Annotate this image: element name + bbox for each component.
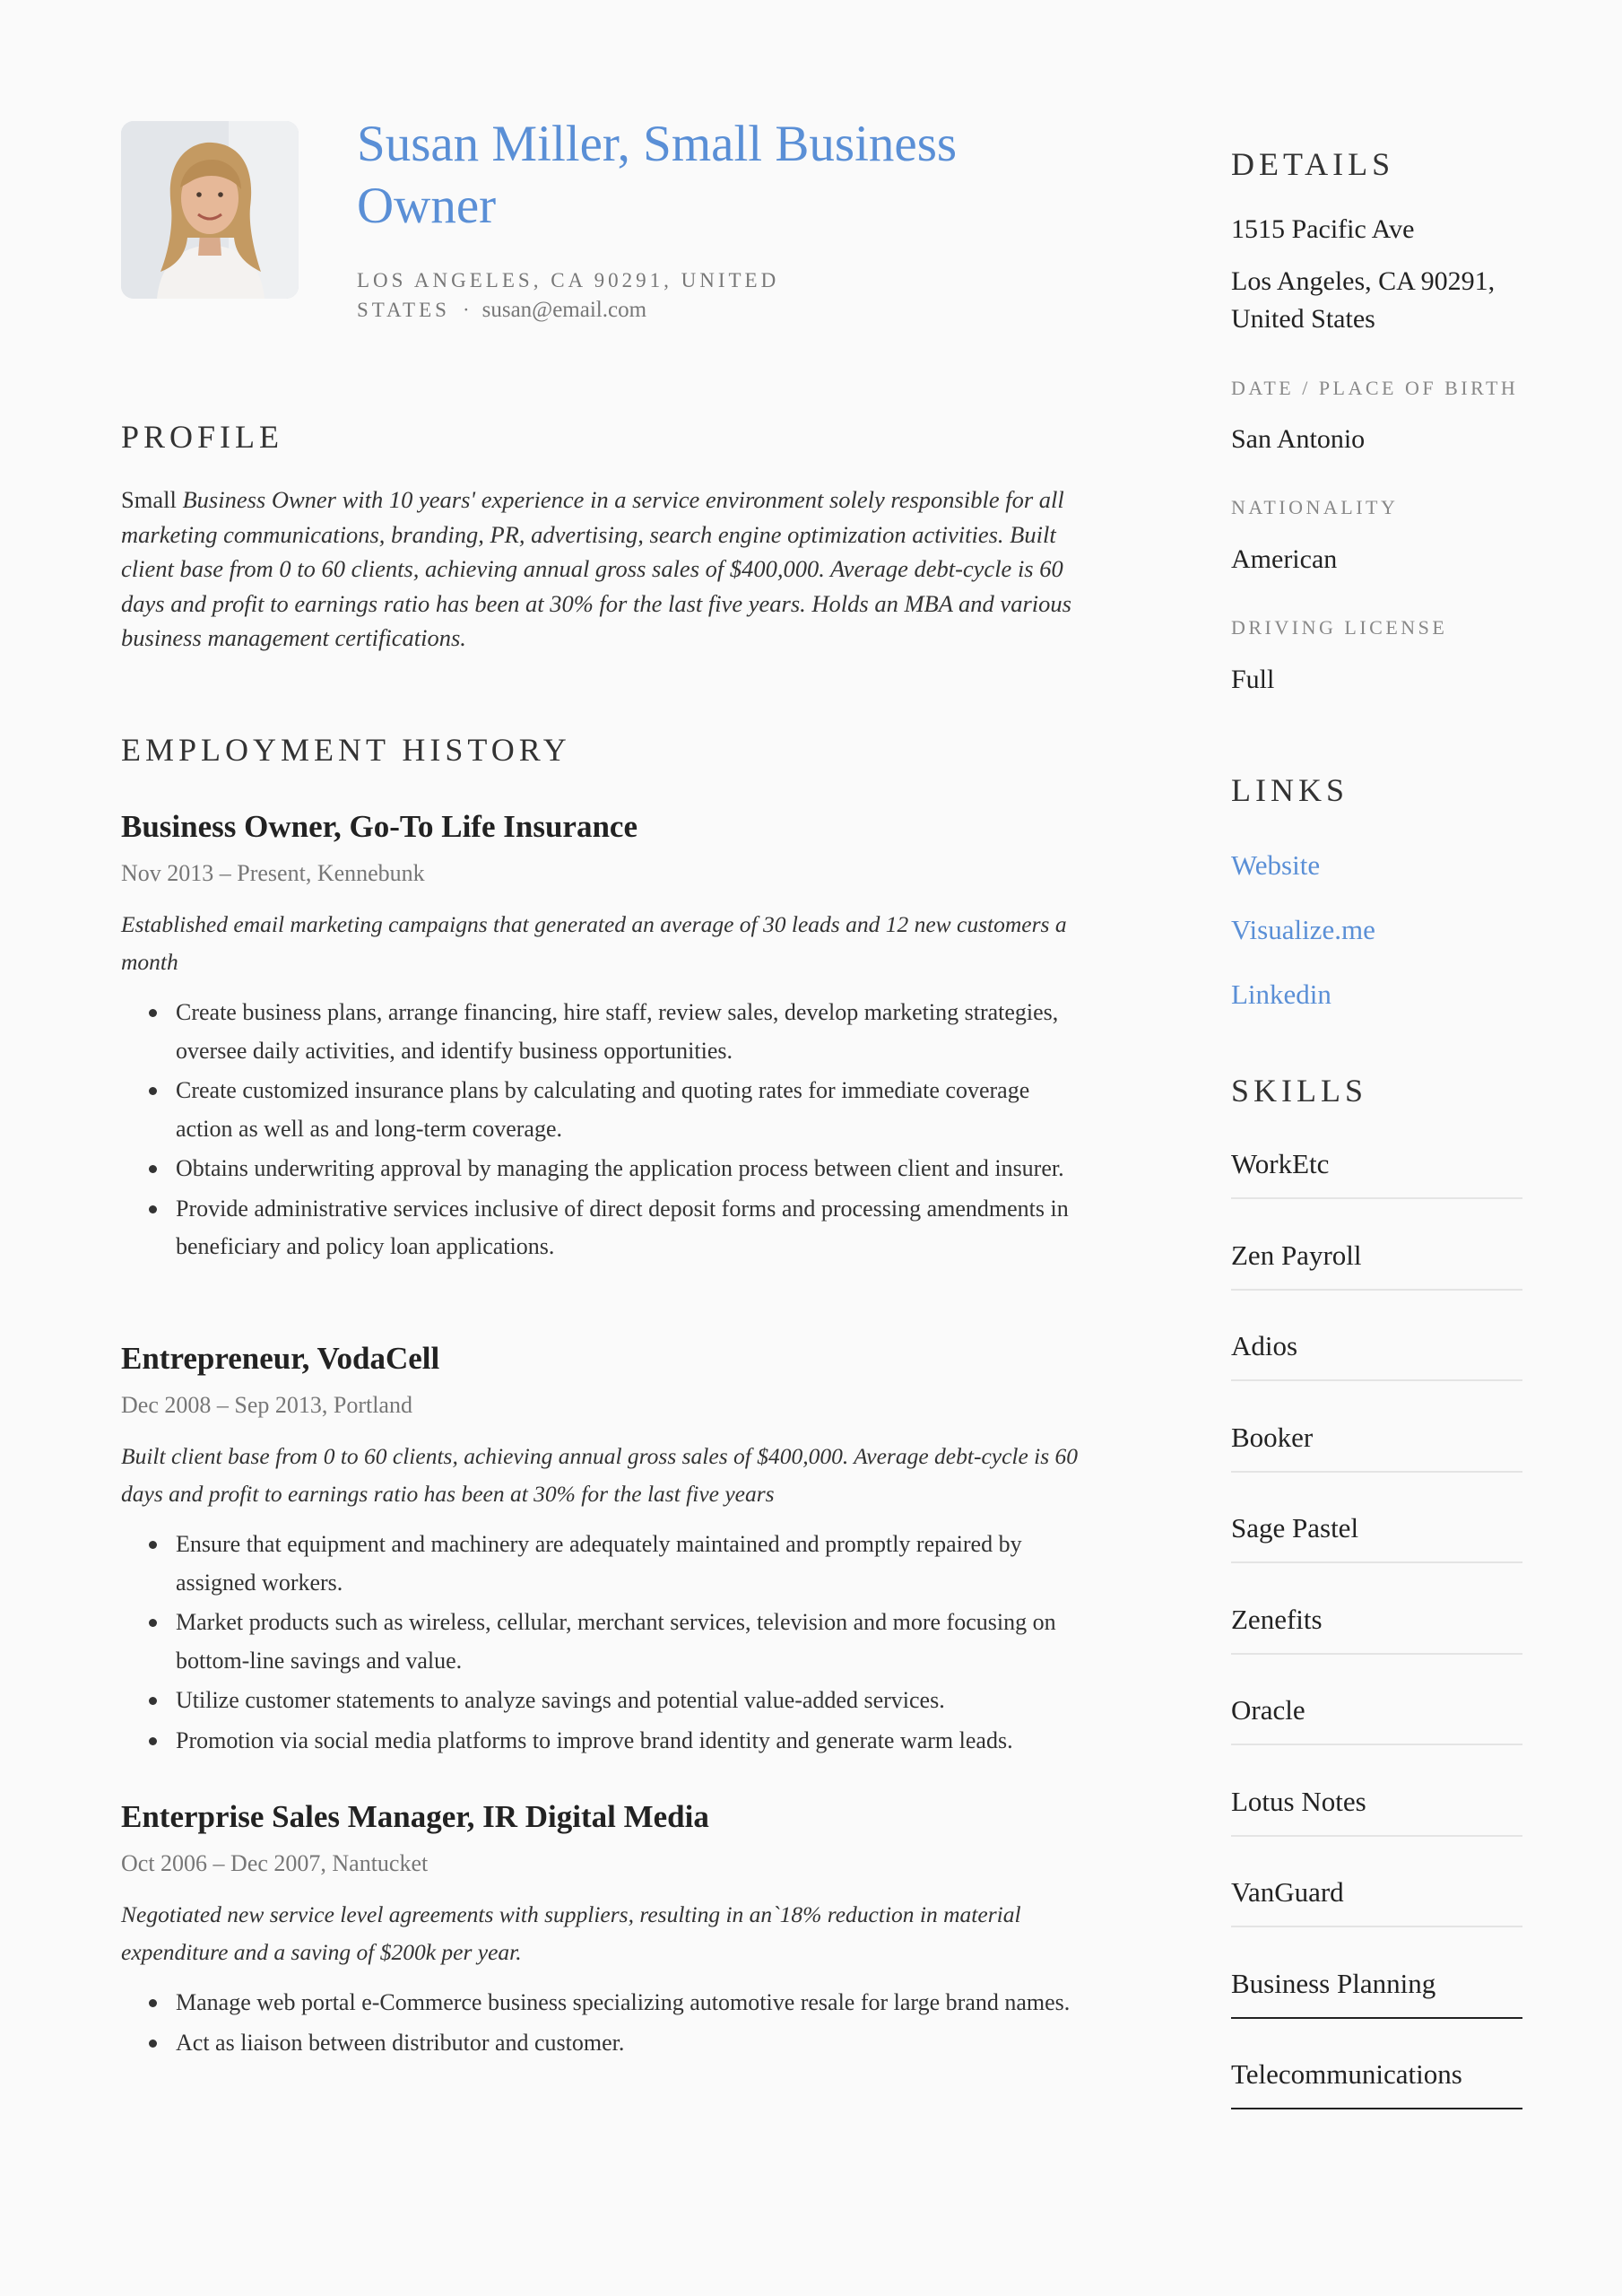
- skill-level-fill: [1231, 2108, 1522, 2109]
- skill-item: [1231, 1784, 1522, 1837]
- job-bullet-list: [121, 1526, 1089, 1760]
- contact-info: [357, 265, 859, 325]
- job-summary: Built client base from 0 to 60 clients, achieving annual gross sales of $400,000. Average debt-cycle is 60 days and profit to earnings ratio has been at 30% for the last five years: [121, 1443, 1079, 1507]
- skill-name: Lotus Notes: [1231, 1785, 1366, 1817]
- skill-level-bar: [1231, 2017, 1522, 2019]
- skill-name: Oracle: [1231, 1694, 1305, 1726]
- employment-heading: EMPLOYMENT HISTORY: [121, 732, 571, 768]
- skill-item: [1231, 1692, 1522, 1745]
- skill-name: Business Planning: [1231, 1967, 1436, 1999]
- profile-heading: PROFILE: [121, 419, 284, 455]
- skills-heading: SKILLS: [1231, 1073, 1368, 1109]
- skill-name: Zenefits: [1231, 1603, 1323, 1635]
- job-entry: [121, 1339, 1089, 1761]
- job-bullet: Market products such as wireless, cellular, merchant services, television and more focusing on bottom-line savings and value.: [121, 1604, 1089, 1680]
- skill-level-bar: [1231, 1471, 1522, 1473]
- skill-name: Sage Pastel: [1231, 1512, 1359, 1544]
- skill-name: Adios: [1231, 1330, 1298, 1361]
- skill-level-bar: [1231, 1379, 1522, 1381]
- job-summary: Established email marketing campaigns that generated an average of 30 leads and 12 new customers a month: [121, 911, 1067, 975]
- job-title: Business Owner, Go-To Life Insurance: [121, 809, 638, 844]
- skill-name: WorkEtc: [1231, 1148, 1330, 1179]
- job-bullet: Obtains underwriting approval by managing the application process between client and insurer.: [121, 1150, 1089, 1188]
- skill-level-bar: [1231, 1835, 1522, 1837]
- portrait-illustration: [121, 121, 299, 299]
- job-bullet: Utilize customer statements to analyze savings and potential value-added services.: [121, 1682, 1089, 1720]
- job-dates-location: Oct 2006 – Dec 2007, Nantucket: [121, 1850, 429, 1876]
- visualize-me-link[interactable]: Visualize.me: [1231, 914, 1375, 945]
- skill-item: [1231, 1874, 1522, 1927]
- website-link[interactable]: Website: [1231, 849, 1321, 881]
- job-bullet: Manage web portal e-Commerce business specializing automotive resale for large brand names.: [121, 1984, 1089, 2022]
- license-value: Full: [1231, 665, 1275, 694]
- links-heading: LINKS: [1231, 772, 1349, 808]
- job-bullet: Promotion via social media platforms to improve brand identity and generate warm leads.: [121, 1722, 1089, 1761]
- job-bullet: Act as liaison between distributor and customer.: [121, 2024, 1089, 2063]
- skill-item: [1231, 1238, 1522, 1291]
- job-bullet: Provide administrative services inclusive of direct deposit forms and processing amendments in beneficiary and policy loan applications.: [121, 1190, 1089, 1266]
- skill-level-bar: [1231, 2108, 1522, 2109]
- license-label: DRIVING LICENSE: [1231, 616, 1448, 639]
- skill-level-bar: [1231, 1653, 1522, 1655]
- job-bullet: Ensure that equipment and machinery are adequately maintained and promptly repaired by assigned workers.: [121, 1526, 1089, 1602]
- profile-lead-word: Small: [121, 486, 177, 513]
- address-line: LOS ANGELES, CA 90291, UNITED STATES: [357, 269, 780, 321]
- birth-label: DATE / PLACE OF BIRTH: [1231, 377, 1519, 399]
- nationality-label: NATIONALITY: [1231, 496, 1399, 518]
- job-title: Entrepreneur, VodaCell: [121, 1341, 440, 1376]
- details-street: 1515 Pacific Ave: [1231, 214, 1415, 244]
- skill-item: [1231, 2057, 1522, 2109]
- email-link[interactable]: susan@email.com: [481, 298, 647, 322]
- separator-dot: ·: [462, 299, 470, 321]
- skill-level-bar: [1231, 1289, 1522, 1291]
- job-dates-location: Dec 2008 – Sep 2013, Portland: [121, 1392, 412, 1418]
- nationality-value: American: [1231, 544, 1338, 574]
- links-list: [1231, 848, 1522, 1013]
- details-heading: DETAILS: [1231, 146, 1395, 182]
- job-bullet: Create business plans, arrange financing, hire staff, review sales, develop marketing strategies, oversee daily activities, and identify business opportunities.: [121, 994, 1089, 1070]
- skill-item: [1231, 1328, 1522, 1381]
- profile-photo: [121, 121, 299, 299]
- skill-level-bar: [1231, 1561, 1522, 1563]
- skill-item: [1231, 1602, 1522, 1655]
- job-title: Enterprise Sales Manager, IR Digital Media: [121, 1799, 709, 1834]
- linkedin-link[interactable]: Linkedin: [1231, 978, 1331, 1010]
- details-city: Los Angeles, CA 90291, United States: [1231, 266, 1496, 334]
- skill-item: [1231, 1420, 1522, 1473]
- profile-text: Business Owner with 10 years' experience in a service environment solely responsible for all marketing communications, branding, PR, advertising, search engine optimization activities. Built client base from 0 to 60 clients, achieving annual gross sales of $400,000. Average debt-cycle is 60 days and profit to earnings ratio has been at 30% for the last five years. Holds an MBA and various business management certifications.: [121, 486, 1071, 651]
- skill-name: Telecommunications: [1231, 2058, 1462, 2090]
- job-summary: Negotiated new service level agreements with suppliers, resulting in an`18% reduction in material expenditure and a saving of $200k per year.: [121, 1901, 1021, 1965]
- skill-level-bar: [1231, 1197, 1522, 1199]
- job-entry: [121, 807, 1089, 1268]
- job-bullet: Create customized insurance plans by calculating and quoting rates for immediate coverage action as well as and long-term coverage.: [121, 1072, 1089, 1148]
- profile-summary: [121, 483, 1089, 656]
- job-bullet-list: [121, 994, 1089, 1266]
- skill-item: [1231, 1510, 1522, 1563]
- skill-level-bar: [1231, 1926, 1522, 1927]
- skill-level-fill: [1231, 2017, 1522, 2019]
- skill-item: [1231, 1966, 1522, 2019]
- birth-value: San Antonio: [1231, 424, 1366, 454]
- job-entry: [121, 1797, 1089, 2064]
- skill-name: Zen Payroll: [1231, 1239, 1362, 1271]
- skill-level-bar: [1231, 1744, 1522, 1745]
- job-bullet-list: [121, 1984, 1089, 2062]
- skill-name: Booker: [1231, 1421, 1314, 1453]
- skill-item: [1231, 1146, 1522, 1199]
- skill-name: VanGuard: [1231, 1876, 1344, 1908]
- candidate-name: Susan Miller, Small Business Owner: [357, 116, 958, 234]
- job-dates-location: Nov 2013 – Present, Kennebunk: [121, 860, 425, 886]
